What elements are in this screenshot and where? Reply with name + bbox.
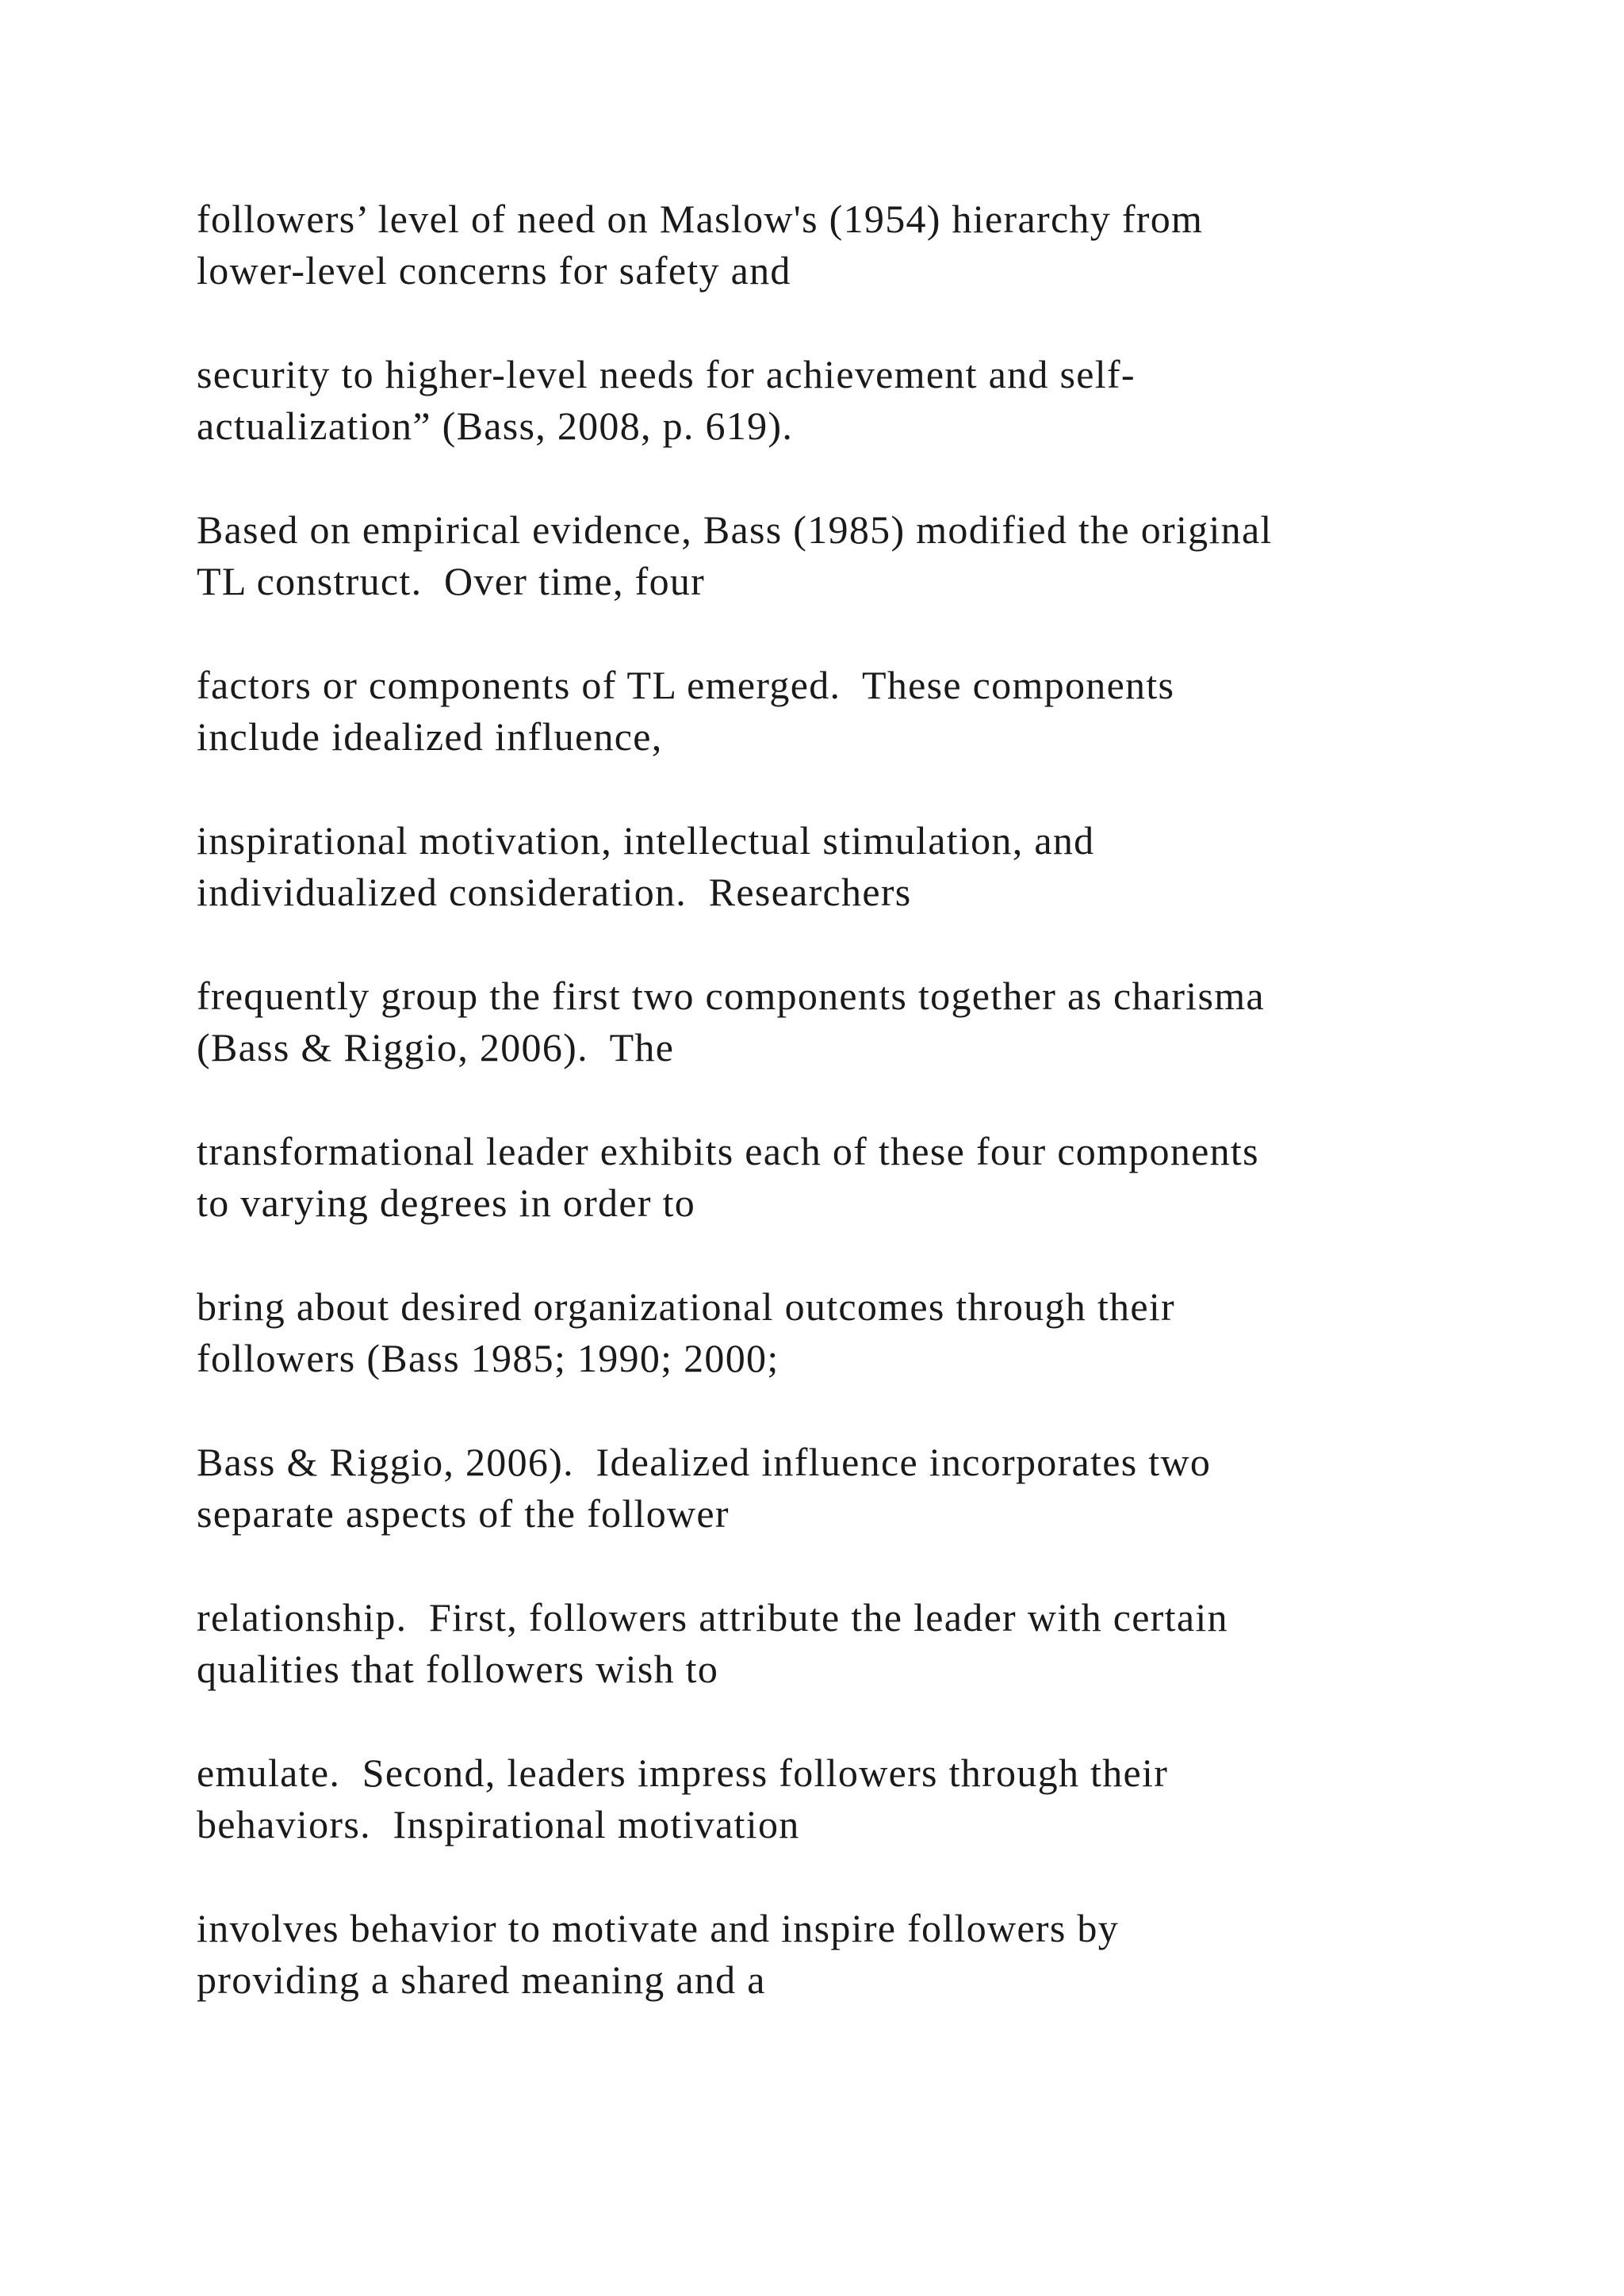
text-line: (Bass & Riggio, 2006). The [197,1025,675,1070]
paragraph [197,1437,1561,1540]
paragraph [197,1903,1561,2006]
document-body [197,193,1561,2058]
text-line: involves behavior to motivate and inspire followers by [197,1906,1120,1950]
text-line: emulate. Second, leaders impress followers through their [197,1751,1169,1795]
paragraph [197,1592,1561,1695]
text-line: transformational leader exhibits each of these four components [197,1129,1259,1173]
paragraph [197,504,1561,607]
text-line: include idealized influence, [197,714,663,759]
paragraph [197,349,1561,452]
text-line: followers’ level of need on Maslow's (1954) hierarchy from [197,197,1204,241]
text-line: relationship. First, followers attribute the leader with certain [197,1595,1228,1640]
text-line: individualized consideration. Researchers [197,870,912,914]
text-line: security to higher-level needs for achievement and self- [197,352,1136,396]
text-line: providing a shared meaning and a [197,1957,766,2002]
text-line: qualities that followers wish to [197,1647,719,1691]
paragraph [197,970,1561,1073]
text-line: followers (Bass 1985; 1990; 2000; [197,1336,779,1380]
paragraph [197,660,1561,763]
text-line: inspirational motivation, intellectual stimulation, and [197,818,1095,863]
text-line: frequently group the first two components together as charisma [197,974,1265,1018]
paragraph [197,1747,1561,1850]
text-line: actualization” (Bass, 2008, p. 619). [197,404,794,448]
text-line: lower-level concerns for safety and [197,248,791,293]
paragraph [197,815,1561,918]
text-line: bring about desired organizational outcomes through their [197,1284,1175,1329]
text-line: Bass & Riggio, 2006). Idealized influence incorporates two [197,1440,1212,1484]
text-line: factors or components of TL emerged. These components [197,663,1175,707]
paragraph [197,1126,1561,1229]
paragraph [197,193,1561,297]
text-line: behaviors. Inspirational motivation [197,1802,800,1846]
text-line: to varying degrees in order to [197,1181,696,1225]
paragraph [197,1281,1561,1384]
text-line: separate aspects of the follower [197,1491,730,1536]
text-line: TL construct. Over time, four [197,559,706,603]
text-line: Based on empirical evidence, Bass (1985) modified the original [197,507,1273,552]
